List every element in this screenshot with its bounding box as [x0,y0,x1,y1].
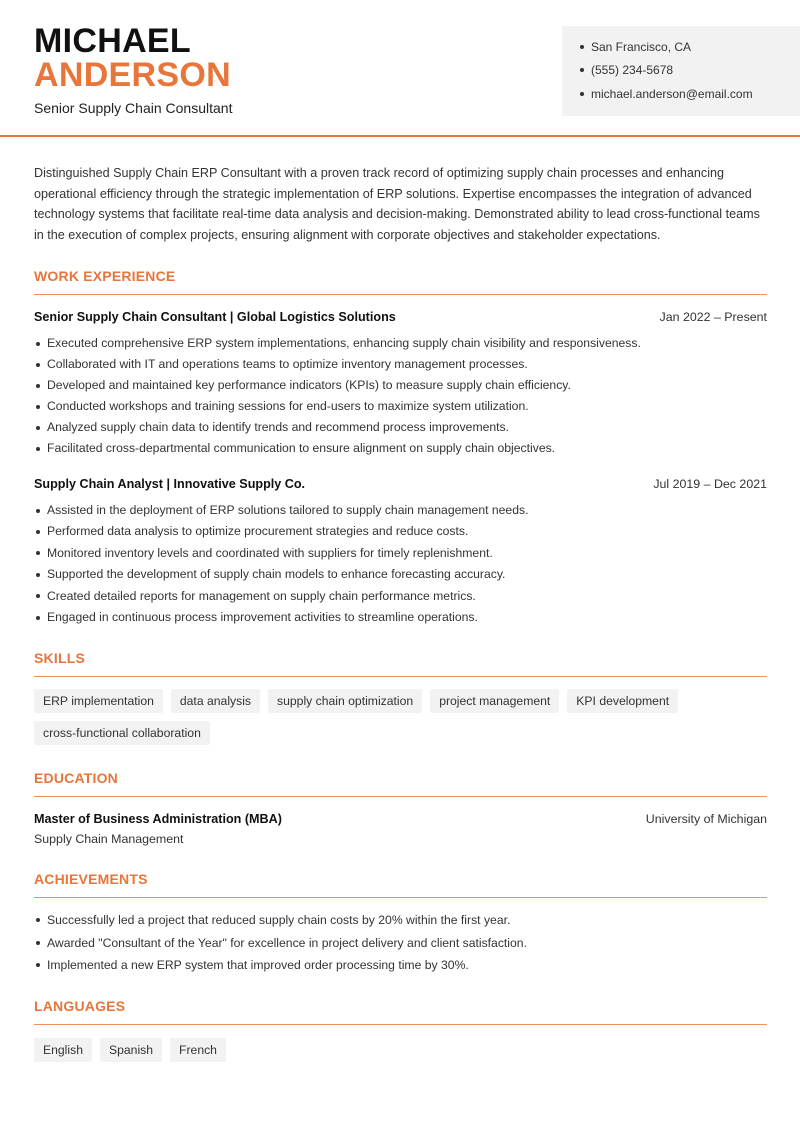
section-divider [34,897,767,898]
skill-chip: KPI development [567,689,678,713]
job-bullet: Supported the development of supply chain models to enhance forecasting accuracy. [34,564,774,585]
job-bullet: Facilitated cross-departmental communication to ensure alignment on supply chain objectives. [34,438,774,459]
contact-box [562,26,800,116]
achievement-item: Awarded "Consultant of the Year" for excellence in project delivery and client satisfaction. [34,932,774,955]
contact-email [580,87,753,101]
bullet-icon [580,68,584,72]
skills-list [34,689,774,745]
location-text: San Francisco, CA [591,40,692,54]
section-title-education: EDUCATION [34,770,118,786]
last-name: ANDERSON [34,56,231,94]
section-divider [34,1024,767,1025]
job-bullet: Conducted workshops and training sessions for end-users to maximize system utilization. [34,396,774,417]
job-bullet: Performed data analysis to optimize procurement strategies and reduce costs. [34,521,774,542]
email-link[interactable]: michael.anderson@email.com [591,87,753,101]
job-bullet: Created detailed reports for management on supply chain performance metrics. [34,586,774,607]
section-divider [34,796,767,797]
job-bullet: Assisted in the deployment of ERP solutions tailored to supply chain management needs. [34,500,774,521]
phone-text: (555) 234-5678 [591,63,674,77]
job-bullet: Monitored inventory levels and coordinated with suppliers for timely replenishment. [34,543,774,564]
contact-location [580,40,691,54]
job-bullet: Developed and maintained key performance indicators (KPIs) to measure supply chain efficiency. [34,375,774,396]
languages-list [34,1038,774,1062]
achievements-list [34,909,774,977]
job-bullet: Engaged in continuous process improvement activities to streamline operations. [34,607,774,628]
job-heading: Senior Supply Chain Consultant | Global Logistics Solutions [34,310,396,324]
achievement-item: Implemented a new ERP system that improved order processing time by 30%. [34,954,774,977]
skill-chip: supply chain optimization [268,689,422,713]
job-title: Senior Supply Chain Consultant [34,100,233,116]
bullet-icon [580,92,584,96]
education-school: University of Michigan [645,812,767,826]
section-title-achievements: ACHIEVEMENTS [34,871,148,887]
education-degree: Master of Business Administration (MBA) [34,812,282,826]
summary-paragraph: Distinguished Supply Chain ERP Consultant with a proven track record of optimizing supply chain processes and enhancing operational efficiency through the strategic implementation of ERP solutions. Expertise encompasses the integration of advanced technology systems that facilitate real-time data analysis and decision-making. Demonstrated ability to lead cross-functional teams in the execution of complex projects, ensuring alignment with corporate objectives and stakeholder expectations. [34,166,760,242]
language-chip: French [170,1038,226,1062]
job-dates: Jan 2022 – Present [659,310,767,324]
skill-chip: cross-functional collaboration [34,721,210,745]
resume-header [0,0,800,137]
job-heading: Supply Chain Analyst | Innovative Supply Co. [34,477,306,491]
job-bullet: Collaborated with IT and operations teams to optimize inventory management processes. [34,354,774,375]
job-dates: Jul 2019 – Dec 2021 [653,477,767,491]
skill-chip: project management [430,689,559,713]
language-chip: English [34,1038,92,1062]
achievement-item: Successfully led a project that reduced supply chain costs by 20% within the first year. [34,909,774,932]
job-bullet: Analyzed supply chain data to identify trends and recommend process improvements. [34,417,774,438]
skill-chip: ERP implementation [34,689,163,713]
job-bullet: Executed comprehensive ERP system implementations, enhancing supply chain visibility and responsiveness. [34,333,774,354]
job-bullet-list [34,333,774,459]
job-bullet-list [34,500,774,628]
section-title-languages: LANGUAGES [34,998,126,1014]
language-chip: Spanish [100,1038,162,1062]
education-field: Supply Chain Management [34,832,184,846]
section-divider [34,676,767,677]
section-title-skills: SKILLS [34,650,85,666]
bullet-icon [580,45,584,49]
contact-phone [580,63,673,77]
section-title-work: WORK EXPERIENCE [34,268,176,284]
skill-chip: data analysis [171,689,260,713]
first-name: MICHAEL [34,22,191,60]
section-divider [34,294,767,295]
